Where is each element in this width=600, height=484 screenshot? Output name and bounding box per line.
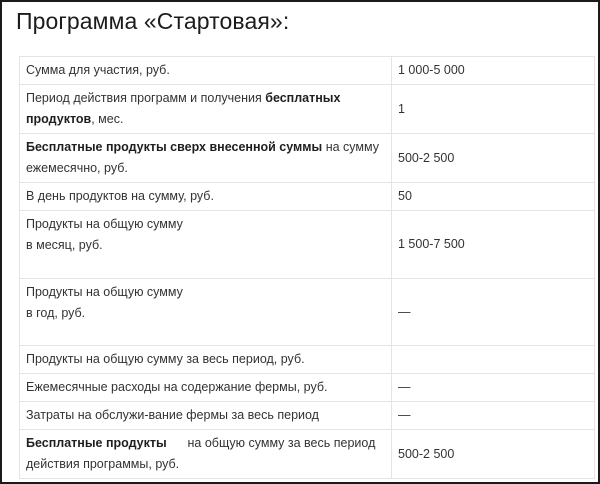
table-row <box>20 346 595 374</box>
row-value: 50 <box>392 183 595 211</box>
table-row <box>20 211 595 279</box>
row-value: 1 000-5 000 <box>392 57 595 85</box>
table-row <box>20 374 595 402</box>
row-value <box>392 346 595 374</box>
label-bold: Бесплатные продукты <box>26 436 167 450</box>
row-value: — <box>392 279 595 346</box>
label-bold: Бесплатные продукты сверх внесенной суммы <box>26 140 323 154</box>
row-label <box>20 85 392 134</box>
row-value: 1 <box>392 85 595 134</box>
row-label: В день продуктов на сумму, руб. <box>20 183 392 211</box>
label-bold: бесплатных продуктов <box>26 91 341 126</box>
label-text: на общую сумму за весь период действия программы, руб. <box>26 436 379 471</box>
row-label <box>20 211 392 279</box>
label-line: Продукты на общую сумму <box>26 217 183 231</box>
table-row <box>20 402 595 430</box>
page-title: Программа «Стартовая»: <box>16 8 290 34</box>
row-value: — <box>392 374 595 402</box>
label-line: в месяц, руб. <box>26 238 103 252</box>
table-row <box>20 279 595 346</box>
table-row <box>20 57 595 85</box>
row-value: 1 500-7 500 <box>392 211 595 279</box>
label-text: , мес. <box>91 112 124 126</box>
program-table <box>19 56 595 479</box>
row-label: Ежемесячные расходы на содержание фермы, руб. <box>20 374 392 402</box>
row-label <box>20 279 392 346</box>
table-row <box>20 183 595 211</box>
label-line: Продукты на общую сумму <box>26 285 183 299</box>
row-label: Затраты на обслужи-вание фермы за весь период <box>20 402 392 430</box>
table-row <box>20 134 595 183</box>
row-label: Сумма для участия, руб. <box>20 57 392 85</box>
table-row <box>20 85 595 134</box>
row-label <box>20 134 392 183</box>
row-label: Продукты на общую сумму за весь период, руб. <box>20 346 392 374</box>
row-value: 500-2 500 <box>392 134 595 183</box>
label-text: Период действия программ и получения <box>26 91 266 105</box>
row-value: 500-2 500 <box>392 430 595 479</box>
label-text: на сумму ежемесячно, руб. <box>26 140 379 175</box>
row-value: — <box>392 402 595 430</box>
table-row <box>20 430 595 479</box>
label-line: в год, руб. <box>26 306 86 320</box>
row-label <box>20 430 392 479</box>
